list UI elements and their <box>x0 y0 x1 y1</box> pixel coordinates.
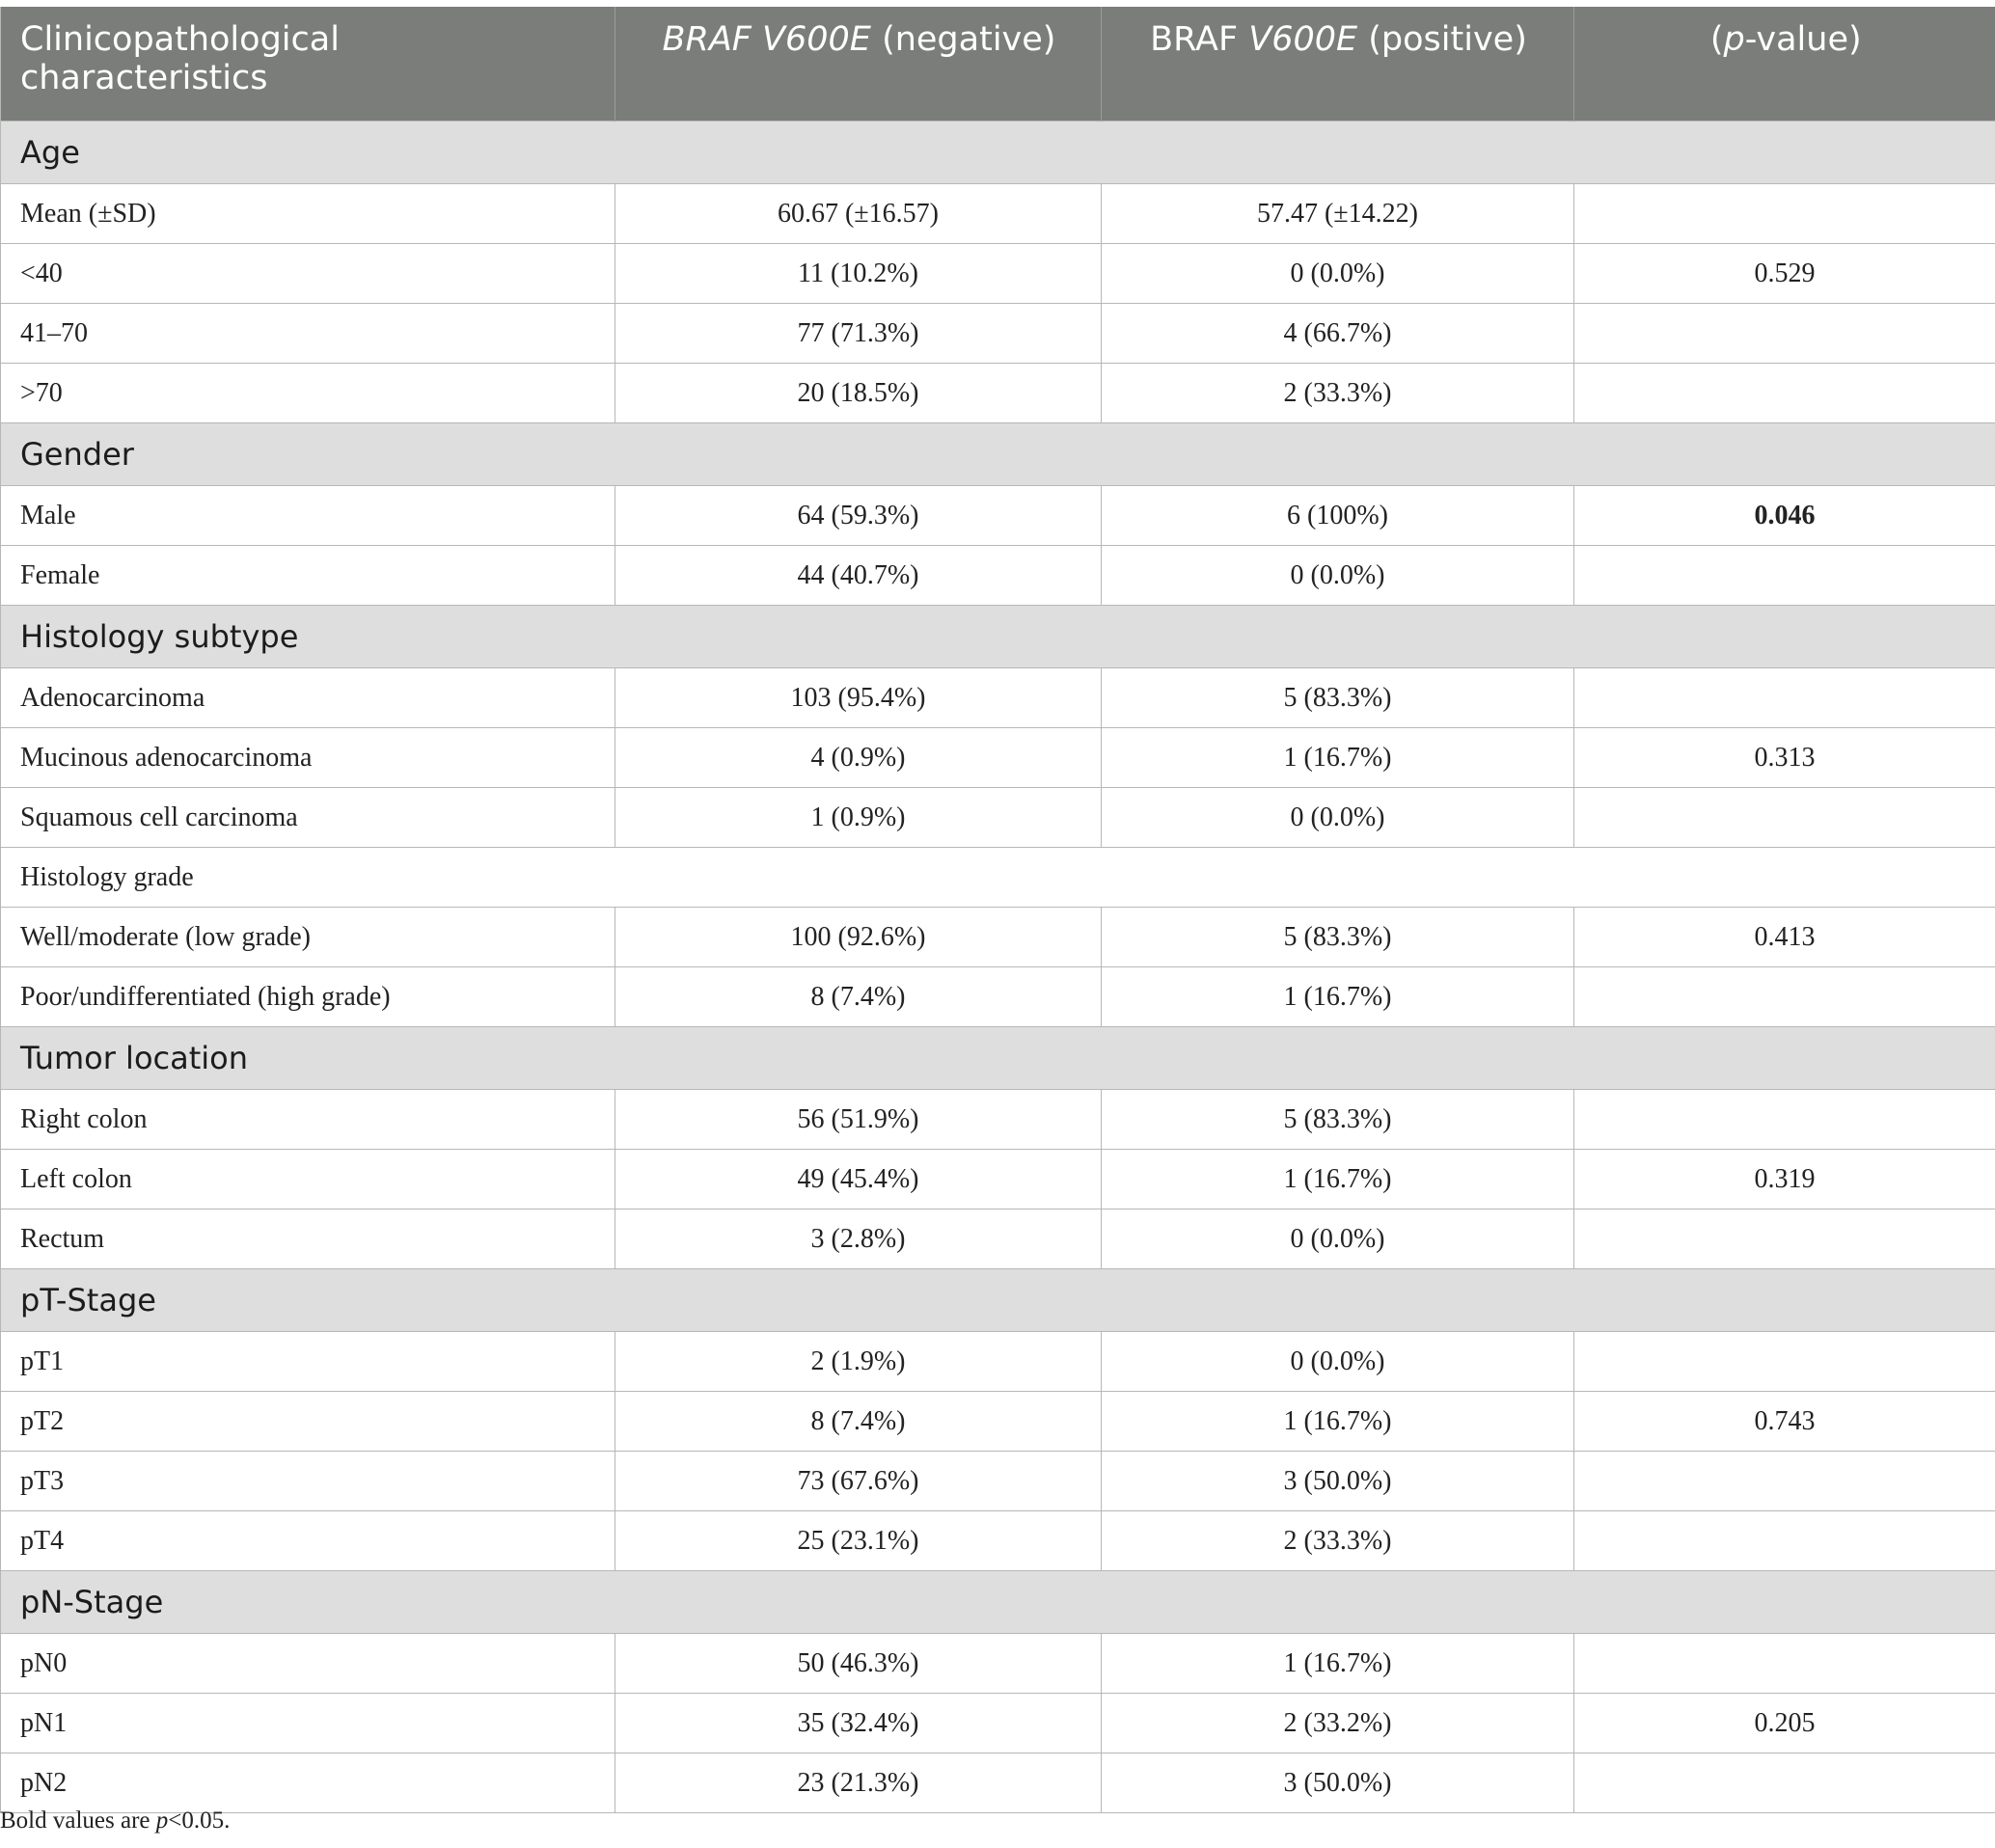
cell-negative: 49 (45.4%) <box>615 1150 1102 1209</box>
header-braf-negative <box>615 7 1102 122</box>
header-gene-name: BRAF V600E <box>662 20 871 59</box>
table-row <box>1 728 1995 788</box>
cell-positive: 1 (16.7%) <box>1102 1634 1574 1694</box>
cell-p-value <box>1574 184 1995 244</box>
footnote-p-symbol: p <box>155 1807 169 1834</box>
section-row-tumor-location <box>1 1027 1995 1090</box>
row-label: pN2 <box>1 1753 615 1813</box>
header-negative-suffix: (negative) <box>870 20 1056 59</box>
header-p-rest: -value) <box>1744 20 1862 59</box>
section-label: pT-Stage <box>1 1269 1995 1332</box>
subsection-label: Histology grade <box>1 848 1995 908</box>
header-positive-suffix: (positive) <box>1357 20 1527 59</box>
section-row-age <box>1 122 1995 184</box>
cell-p-value <box>1574 364 1995 423</box>
cell-positive: 3 (50.0%) <box>1102 1452 1574 1511</box>
table-row <box>1 908 1995 967</box>
row-label: Squamous cell carcinoma <box>1 788 615 848</box>
row-label: Mean (±SD) <box>1 184 615 244</box>
cell-positive: 1 (16.7%) <box>1102 1392 1574 1452</box>
cell-p-value-significant: 0.046 <box>1574 486 1995 546</box>
table-row <box>1 1392 1995 1452</box>
table-row <box>1 364 1995 423</box>
cell-positive: 3 (50.0%) <box>1102 1753 1574 1813</box>
table-footnote <box>0 1807 230 1834</box>
cell-positive: 1 (16.7%) <box>1102 1150 1574 1209</box>
header-characteristics: Clinicopathological characteristics <box>1 7 615 122</box>
header-mutation-name: V600E <box>1248 20 1358 59</box>
row-label: Male <box>1 486 615 546</box>
cell-positive: 5 (83.3%) <box>1102 1090 1574 1150</box>
cell-negative: 2 (1.9%) <box>615 1332 1102 1392</box>
table-row <box>1 1452 1995 1511</box>
cell-positive: 4 (66.7%) <box>1102 304 1574 364</box>
row-label: pN1 <box>1 1694 615 1753</box>
section-row-gender <box>1 423 1995 486</box>
cell-negative: 35 (32.4%) <box>615 1694 1102 1753</box>
table-row <box>1 788 1995 848</box>
header-paren: ( <box>1709 20 1724 59</box>
cell-negative: 60.67 (±16.57) <box>615 184 1102 244</box>
cell-positive: 0 (0.0%) <box>1102 788 1574 848</box>
row-label: Rectum <box>1 1209 615 1269</box>
cell-p-value <box>1574 1332 1995 1392</box>
header-braf-positive <box>1102 7 1574 122</box>
cell-negative: 8 (7.4%) <box>615 967 1102 1027</box>
table-row <box>1 1090 1995 1150</box>
cell-positive: 5 (83.3%) <box>1102 908 1574 967</box>
header-p-symbol: p <box>1723 20 1745 59</box>
cell-p-value: 0.205 <box>1574 1694 1995 1753</box>
cell-p-value: 0.413 <box>1574 908 1995 967</box>
cell-negative: 25 (23.1%) <box>615 1511 1102 1571</box>
cell-p-value: 0.743 <box>1574 1392 1995 1452</box>
cell-negative: 73 (67.6%) <box>615 1452 1102 1511</box>
table-row <box>1 668 1995 728</box>
table-row <box>1 1150 1995 1209</box>
row-label: Mucinous adenocarcinoma <box>1 728 615 788</box>
row-label: 41–70 <box>1 304 615 364</box>
table-row <box>1 967 1995 1027</box>
row-label: pT2 <box>1 1392 615 1452</box>
cell-negative: 44 (40.7%) <box>615 546 1102 606</box>
section-label: Gender <box>1 423 1995 486</box>
table-row <box>1 184 1995 244</box>
cell-positive: 0 (0.0%) <box>1102 1332 1574 1392</box>
section-row-histology-subtype <box>1 606 1995 668</box>
cell-positive: 0 (0.0%) <box>1102 1209 1574 1269</box>
cell-negative: 56 (51.9%) <box>615 1090 1102 1150</box>
table-row <box>1 486 1995 546</box>
row-label: Well/moderate (low grade) <box>1 908 615 967</box>
section-label: Age <box>1 122 1995 184</box>
table-row <box>1 1332 1995 1392</box>
cell-positive: 2 (33.2%) <box>1102 1694 1574 1753</box>
table-row <box>1 1694 1995 1753</box>
table-row <box>1 244 1995 304</box>
data-table <box>0 7 1995 1813</box>
header-braf-prefix: BRAF <box>1150 20 1249 59</box>
cell-positive: 1 (16.7%) <box>1102 728 1574 788</box>
cell-p-value <box>1574 304 1995 364</box>
cell-negative: 4 (0.9%) <box>615 728 1102 788</box>
cell-positive: 1 (16.7%) <box>1102 967 1574 1027</box>
table-row <box>1 546 1995 606</box>
cell-negative: 8 (7.4%) <box>615 1392 1102 1452</box>
cell-negative: 103 (95.4%) <box>615 668 1102 728</box>
cell-p-value <box>1574 668 1995 728</box>
row-label: pT3 <box>1 1452 615 1511</box>
cell-negative: 77 (71.3%) <box>615 304 1102 364</box>
section-row-pn-stage <box>1 1571 1995 1634</box>
cell-positive: 5 (83.3%) <box>1102 668 1574 728</box>
row-label: pT4 <box>1 1511 615 1571</box>
cell-positive: 57.47 (±14.22) <box>1102 184 1574 244</box>
footnote-suffix: <0.05. <box>168 1807 231 1834</box>
cell-p-value <box>1574 788 1995 848</box>
table-row <box>1 1511 1995 1571</box>
cell-negative: 20 (18.5%) <box>615 364 1102 423</box>
cell-negative: 11 (10.2%) <box>615 244 1102 304</box>
cell-positive: 0 (0.0%) <box>1102 244 1574 304</box>
cell-negative: 23 (21.3%) <box>615 1753 1102 1813</box>
subsection-row-histology-grade <box>1 848 1995 908</box>
table-header <box>1 7 1995 122</box>
header-p-value <box>1574 7 1995 122</box>
section-label: Tumor location <box>1 1027 1995 1090</box>
section-label: Histology subtype <box>1 606 1995 668</box>
cell-p-value: 0.313 <box>1574 728 1995 788</box>
row-label: pT1 <box>1 1332 615 1392</box>
cell-p-value <box>1574 1753 1995 1813</box>
cell-positive: 0 (0.0%) <box>1102 546 1574 606</box>
row-label: pN0 <box>1 1634 615 1694</box>
cell-negative: 64 (59.3%) <box>615 486 1102 546</box>
row-label: Adenocarcinoma <box>1 668 615 728</box>
cell-p-value <box>1574 1452 1995 1511</box>
cell-p-value <box>1574 967 1995 1027</box>
cell-negative: 100 (92.6%) <box>615 908 1102 967</box>
cell-p-value: 0.529 <box>1574 244 1995 304</box>
cell-p-value <box>1574 546 1995 606</box>
cell-positive: 6 (100%) <box>1102 486 1574 546</box>
section-row-pt-stage <box>1 1269 1995 1332</box>
cell-p-value: 0.319 <box>1574 1150 1995 1209</box>
row-label: Female <box>1 546 615 606</box>
cell-p-value <box>1574 1511 1995 1571</box>
table-row <box>1 1753 1995 1813</box>
cell-negative: 1 (0.9%) <box>615 788 1102 848</box>
section-label: pN-Stage <box>1 1571 1995 1634</box>
cell-positive: 2 (33.3%) <box>1102 1511 1574 1571</box>
cell-p-value <box>1574 1090 1995 1150</box>
table-row <box>1 1209 1995 1269</box>
table-row <box>1 304 1995 364</box>
row-label: Left colon <box>1 1150 615 1209</box>
cell-positive: 2 (33.3%) <box>1102 364 1574 423</box>
footnote-prefix: Bold values are <box>0 1807 156 1834</box>
row-label: Poor/undifferentiated (high grade) <box>1 967 615 1027</box>
cell-p-value <box>1574 1209 1995 1269</box>
row-label: <40 <box>1 244 615 304</box>
row-label: Right colon <box>1 1090 615 1150</box>
cell-negative: 3 (2.8%) <box>615 1209 1102 1269</box>
cell-negative: 50 (46.3%) <box>615 1634 1102 1694</box>
cell-p-value <box>1574 1634 1995 1694</box>
row-label: >70 <box>1 364 615 423</box>
table-row <box>1 1634 1995 1694</box>
